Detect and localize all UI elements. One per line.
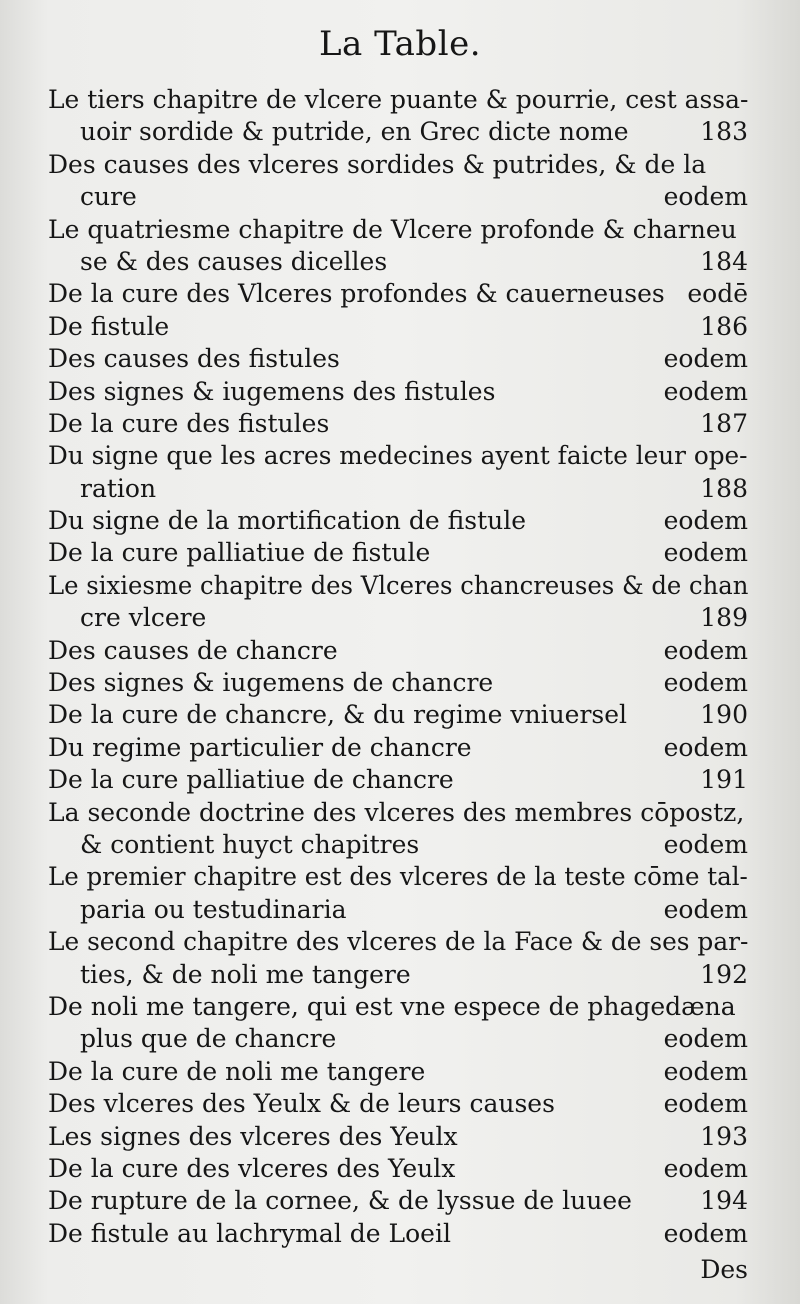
entry-line xyxy=(48,991,748,1023)
entry-text: uoir sordide & putride, en Grec dicte nome xyxy=(80,117,629,147)
toc-entry xyxy=(48,1088,748,1120)
toc-entry xyxy=(48,667,748,699)
toc-entry xyxy=(48,278,748,310)
entry-text: De fistule au lachrymal de Loeil xyxy=(48,1218,451,1248)
entry-text: plus que de chancre xyxy=(80,1024,337,1054)
toc-entry xyxy=(48,84,748,149)
toc-entry xyxy=(48,732,748,764)
page-number: 189 xyxy=(700,603,748,633)
entry-line xyxy=(48,343,748,375)
entry-text: La seconde doctrine des vlceres des membres cōpostz, xyxy=(48,797,745,827)
entry-line xyxy=(48,1088,748,1120)
entry-text: Des causes des vlceres sordides & putrides, & de la xyxy=(48,149,707,179)
entry-continuation-line xyxy=(48,894,748,926)
entry-text: Des causes de chancre xyxy=(48,635,338,665)
entry-line xyxy=(48,84,748,116)
page-number: eodem xyxy=(663,538,748,568)
entry-line xyxy=(48,214,748,246)
entry-text: cure xyxy=(80,182,137,212)
entry-text: Des vlceres des Yeulx & de leurs causes xyxy=(48,1089,555,1119)
table-of-contents xyxy=(48,84,748,1250)
page-number: eodem xyxy=(663,506,748,536)
toc-entry xyxy=(48,311,748,343)
entry-line xyxy=(48,311,748,343)
entry-line xyxy=(48,537,748,569)
entry-line xyxy=(48,926,748,958)
entry-text: De la cure des fistules xyxy=(48,408,330,438)
entry-line xyxy=(48,505,748,537)
page-number: eodē xyxy=(687,279,748,309)
entry-text: De la cure de chancre, & du regime vniuersel xyxy=(48,700,628,730)
entry-line xyxy=(48,408,748,440)
page-number: eodem xyxy=(663,1089,748,1119)
page-number: eodem xyxy=(663,894,748,924)
page-number: eodem xyxy=(663,668,748,698)
entry-text: Du signe que les acres medecines ayent faicte leur ope- xyxy=(48,441,748,471)
toc-entry xyxy=(48,635,748,667)
entry-text: De la cure des Vlceres profondes & cauerneuses xyxy=(48,279,665,309)
page-number: eodem xyxy=(663,1024,748,1054)
entry-line xyxy=(48,376,748,408)
toc-entry xyxy=(48,570,748,635)
entry-line xyxy=(48,1218,748,1250)
entry-continuation-line xyxy=(48,246,748,278)
entry-text: Le tiers chapitre de vlcere puante & pourrie, cest assa- xyxy=(48,85,748,114)
page-number: eodem xyxy=(663,635,748,665)
toc-entry xyxy=(48,1153,748,1185)
page-number: eodem xyxy=(663,1056,748,1086)
page-title: La Table. xyxy=(318,24,482,64)
entry-continuation-line xyxy=(48,829,748,861)
page-number: 187 xyxy=(700,408,748,438)
page-number: 193 xyxy=(700,1121,748,1151)
entry-continuation-line xyxy=(48,116,748,148)
entry-text: De la cure de noli me tangere xyxy=(48,1056,426,1086)
entry-line xyxy=(48,861,748,893)
entry-line xyxy=(48,1153,748,1185)
entry-continuation-line xyxy=(48,959,748,991)
entry-line xyxy=(48,440,748,472)
page-number: 184 xyxy=(700,246,748,276)
entry-line xyxy=(48,764,748,796)
entry-text: De rupture de la cornee, & de lyssue de luuee xyxy=(48,1186,632,1216)
entry-text: Du signe de la mortification de fistule xyxy=(48,506,527,536)
entry-text: De la cure palliatiue de chancre xyxy=(48,765,454,795)
toc-entry xyxy=(48,1185,748,1217)
toc-entry xyxy=(48,376,748,408)
toc-entry xyxy=(48,1056,748,1088)
entry-line xyxy=(48,667,748,699)
toc-entry xyxy=(48,1121,748,1153)
toc-entry xyxy=(48,408,748,440)
entry-continuation-line xyxy=(48,1023,748,1055)
toc-entry xyxy=(48,699,748,731)
entry-text: ration xyxy=(80,473,157,503)
entry-line xyxy=(48,699,748,731)
page-number: 192 xyxy=(700,959,748,989)
entry-text: Des signes & iugemens de chancre xyxy=(48,668,494,698)
page-number: 188 xyxy=(700,473,748,503)
toc-entry xyxy=(48,214,748,279)
page-number: eodem xyxy=(663,732,748,762)
toc-entry xyxy=(48,764,748,796)
toc-entry xyxy=(48,926,748,991)
toc-entry xyxy=(48,149,748,214)
toc-entry xyxy=(48,797,748,862)
entry-text: cre vlcere xyxy=(80,603,207,633)
entry-text: Des causes des fistules xyxy=(48,344,340,374)
toc-entry xyxy=(48,537,748,569)
page-number: 183 xyxy=(700,117,748,147)
entry-text: paria ou testudinaria xyxy=(80,894,347,924)
entry-text: De la cure des vlceres des Yeulx xyxy=(48,1153,456,1183)
entry-line xyxy=(48,635,748,667)
toc-entry xyxy=(48,1218,748,1250)
entry-text: De fistule xyxy=(48,311,170,341)
toc-entry xyxy=(48,991,748,1056)
entry-line xyxy=(48,1121,748,1153)
entry-text: Du regime particulier de chancre xyxy=(48,732,472,762)
entry-text: ties, & de noli me tangere xyxy=(80,959,411,989)
page-number: eodem xyxy=(663,1153,748,1183)
page-number: eodem xyxy=(663,344,748,374)
entry-text: se & des causes dicelles xyxy=(80,246,388,276)
entry-text: De la cure palliatiue de fistule xyxy=(48,538,431,568)
toc-entry xyxy=(48,343,748,375)
entry-line xyxy=(48,732,748,764)
entry-text: Les signes des vlceres des Yeulx xyxy=(48,1121,458,1151)
entry-line xyxy=(48,797,748,829)
entry-text: De noli me tangere, qui est vne espece de phagedæna xyxy=(48,991,736,1021)
entry-text: Le sixiesme chapitre des Vlceres chancreuses & de chan xyxy=(48,570,748,600)
page-number: eodem xyxy=(663,1218,748,1248)
entry-text: & contient huyct chapitres xyxy=(80,829,420,859)
page-number: 194 xyxy=(700,1186,748,1216)
entry-line xyxy=(48,570,748,602)
page-number: eodem xyxy=(663,829,748,859)
entry-text: Le quatriesme chapitre de Vlcere profonde & charneu xyxy=(48,214,737,244)
entry-line xyxy=(48,1056,748,1088)
catchword: Des xyxy=(700,1255,748,1284)
entry-line xyxy=(48,149,748,181)
page-number: 190 xyxy=(700,700,748,730)
entry-continuation-line xyxy=(48,181,748,213)
page-number: eodem xyxy=(663,182,748,212)
entry-line xyxy=(48,1185,748,1217)
page-number: 191 xyxy=(700,765,748,795)
entry-text: Le premier chapitre est des vlceres de la teste cōme tal- xyxy=(48,862,748,892)
toc-entry xyxy=(48,505,748,537)
entry-continuation-line xyxy=(48,473,748,505)
page-number: 186 xyxy=(700,311,748,341)
entry-line xyxy=(48,278,748,310)
page-number: eodem xyxy=(663,376,748,406)
entry-continuation-line xyxy=(48,602,748,634)
toc-entry xyxy=(48,440,748,505)
entry-text: Le second chapitre des vlceres de la Face & de ses par- xyxy=(48,927,748,957)
entry-text: Des signes & iugemens des fistules xyxy=(48,376,496,406)
toc-entry xyxy=(48,861,748,926)
